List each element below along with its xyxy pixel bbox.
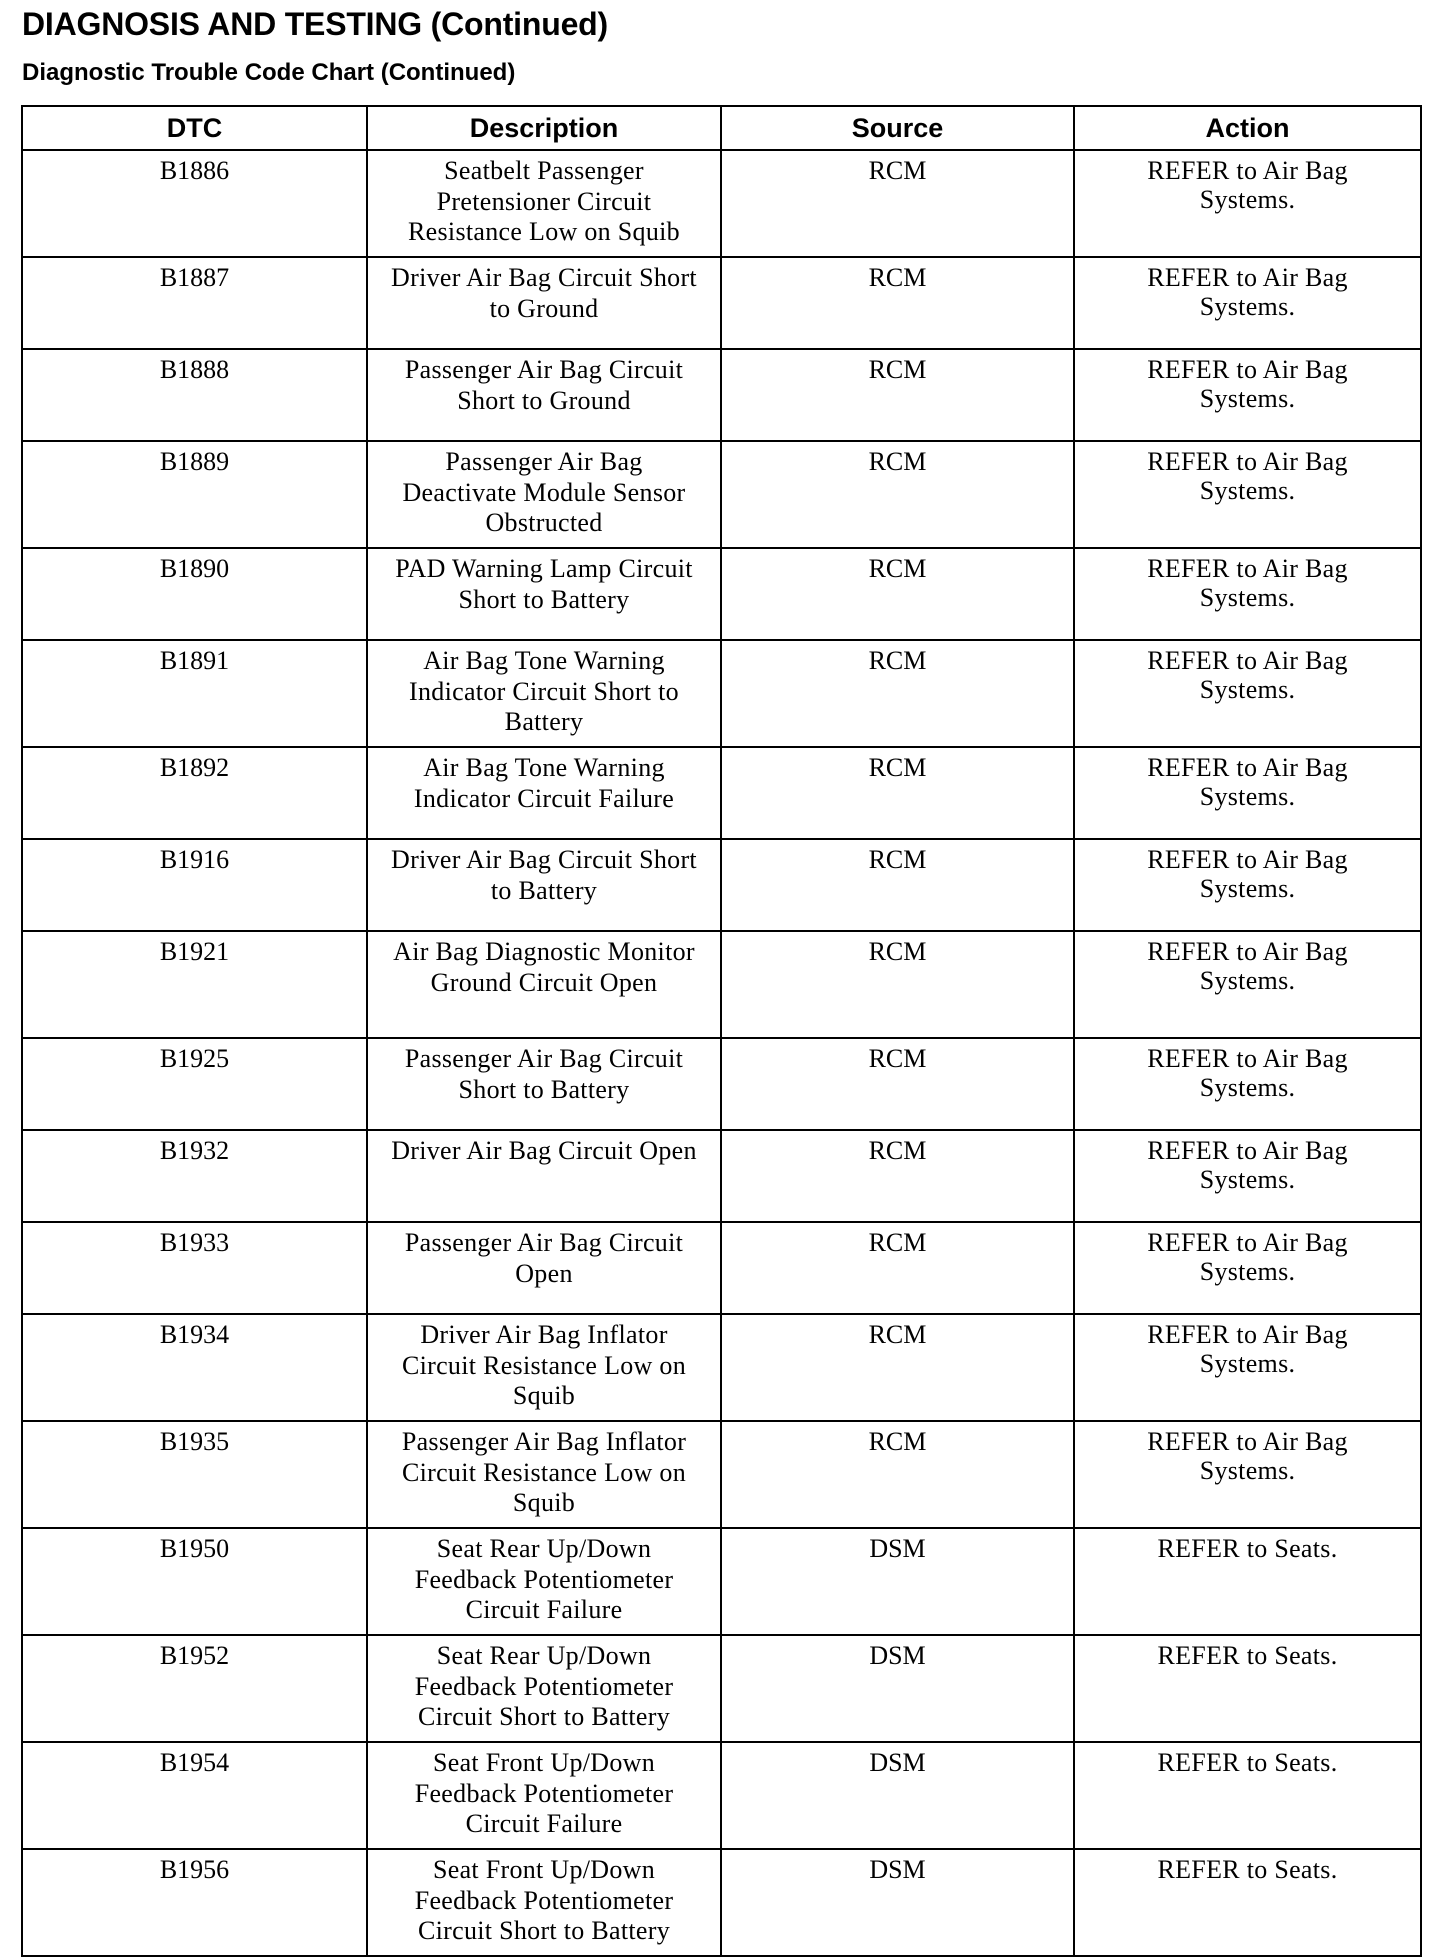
description-cell: Seat Front Up/Down Feedback Potentiometer Circuit Short to Battery — [367, 1849, 721, 1956]
action-cell: REFER to Air Bag Systems. — [1074, 640, 1421, 747]
dtc-code-cell: B1925 — [22, 1038, 367, 1130]
dtc-code-cell: B1889 — [22, 441, 367, 548]
table-row — [22, 1849, 1421, 1956]
description-cell: Air Bag Diagnostic Monitor Ground Circuit Open — [367, 931, 721, 1038]
table-row — [22, 1742, 1421, 1849]
table-row — [22, 931, 1421, 1038]
chart-subtitle: Diagnostic Trouble Code Chart (Continued) — [22, 59, 516, 86]
dtc-code-cell: B1916 — [22, 839, 367, 931]
source-cell: RCM — [721, 349, 1074, 441]
dtc-code-cell: B1888 — [22, 349, 367, 441]
table-row — [22, 1222, 1421, 1314]
description-cell: Seatbelt Passenger Pretensioner Circuit Resistance Low on Squib — [367, 150, 721, 257]
table-row — [22, 150, 1421, 257]
action-cell: REFER to Air Bag Systems. — [1074, 150, 1421, 257]
dtc-code-cell: B1921 — [22, 931, 367, 1038]
description-cell: Passenger Air Bag Deactivate Module Sensor Obstructed — [367, 441, 721, 548]
action-cell: REFER to Air Bag Systems. — [1074, 548, 1421, 640]
dtc-code-cell: B1892 — [22, 747, 367, 839]
table-row — [22, 349, 1421, 441]
action-cell: REFER to Air Bag Systems. — [1074, 1314, 1421, 1421]
source-cell: RCM — [721, 747, 1074, 839]
action-cell: REFER to Air Bag Systems. — [1074, 1421, 1421, 1528]
source-cell: RCM — [721, 640, 1074, 747]
source-cell: DSM — [721, 1528, 1074, 1635]
description-cell: Air Bag Tone Warning Indicator Circuit Failure — [367, 747, 721, 839]
action-cell: REFER to Air Bag Systems. — [1074, 349, 1421, 441]
source-cell: RCM — [721, 1038, 1074, 1130]
description-cell: Driver Air Bag Inflator Circuit Resistance Low on Squib — [367, 1314, 721, 1421]
description-cell: Driver Air Bag Circuit Short to Battery — [367, 839, 721, 931]
header-row — [22, 106, 1421, 150]
source-cell: RCM — [721, 1222, 1074, 1314]
dtc-code-cell: B1954 — [22, 1742, 367, 1849]
table-row — [22, 747, 1421, 839]
description-cell: Driver Air Bag Circuit Short to Ground — [367, 257, 721, 349]
description-cell: Passenger Air Bag Inflator Circuit Resistance Low on Squib — [367, 1421, 721, 1528]
description-cell: PAD Warning Lamp Circuit Short to Battery — [367, 548, 721, 640]
table-row — [22, 1130, 1421, 1222]
action-cell: REFER to Air Bag Systems. — [1074, 1222, 1421, 1314]
dtc-code-cell: B1956 — [22, 1849, 367, 1956]
source-cell: RCM — [721, 548, 1074, 640]
table-row — [22, 1635, 1421, 1742]
action-cell: REFER to Air Bag Systems. — [1074, 931, 1421, 1038]
action-cell: REFER to Seats. — [1074, 1635, 1421, 1742]
table-row — [22, 441, 1421, 548]
source-cell: DSM — [721, 1635, 1074, 1742]
description-cell: Seat Rear Up/Down Feedback Potentiometer Circuit Short to Battery — [367, 1635, 721, 1742]
action-cell: REFER to Seats. — [1074, 1742, 1421, 1849]
dtc-code-cell: B1891 — [22, 640, 367, 747]
column-header-dtc: DTC — [22, 106, 367, 150]
source-cell: RCM — [721, 441, 1074, 548]
table-row — [22, 548, 1421, 640]
dtc-code-cell: B1890 — [22, 548, 367, 640]
table-row — [22, 1314, 1421, 1421]
source-cell: RCM — [721, 1314, 1074, 1421]
dtc-code-cell: B1886 — [22, 150, 367, 257]
action-cell: REFER to Air Bag Systems. — [1074, 747, 1421, 839]
column-header-source: Source — [721, 106, 1074, 150]
source-cell: RCM — [721, 1421, 1074, 1528]
source-cell: DSM — [721, 1742, 1074, 1849]
action-cell: REFER to Air Bag Systems. — [1074, 1130, 1421, 1222]
dtc-table-body — [22, 150, 1421, 1956]
action-cell: REFER to Air Bag Systems. — [1074, 441, 1421, 548]
source-cell: RCM — [721, 1130, 1074, 1222]
action-cell: REFER to Air Bag Systems. — [1074, 1038, 1421, 1130]
description-cell: Passenger Air Bag Circuit Open — [367, 1222, 721, 1314]
source-cell: RCM — [721, 931, 1074, 1038]
column-header-action: Action — [1074, 106, 1421, 150]
description-cell: Seat Front Up/Down Feedback Potentiometer Circuit Failure — [367, 1742, 721, 1849]
dtc-code-cell: B1934 — [22, 1314, 367, 1421]
table-row — [22, 1528, 1421, 1635]
column-header-description: Description — [367, 106, 721, 150]
dtc-table-header — [22, 106, 1421, 150]
source-cell: RCM — [721, 839, 1074, 931]
description-cell: Driver Air Bag Circuit Open — [367, 1130, 721, 1222]
action-cell: REFER to Seats. — [1074, 1528, 1421, 1635]
action-cell: REFER to Air Bag Systems. — [1074, 839, 1421, 931]
action-cell: REFER to Seats. — [1074, 1849, 1421, 1956]
dtc-code-cell: B1952 — [22, 1635, 367, 1742]
table-row — [22, 1421, 1421, 1528]
table-row — [22, 1038, 1421, 1130]
dtc-code-cell: B1950 — [22, 1528, 367, 1635]
table-row — [22, 257, 1421, 349]
action-cell: REFER to Air Bag Systems. — [1074, 257, 1421, 349]
description-cell: Passenger Air Bag Circuit Short to Ground — [367, 349, 721, 441]
source-cell: RCM — [721, 257, 1074, 349]
description-cell: Passenger Air Bag Circuit Short to Battery — [367, 1038, 721, 1130]
dtc-code-cell: B1932 — [22, 1130, 367, 1222]
dtc-code-cell: B1933 — [22, 1222, 367, 1314]
dtc-code-cell: B1887 — [22, 257, 367, 349]
dtc-code-cell: B1935 — [22, 1421, 367, 1528]
description-cell: Seat Rear Up/Down Feedback Potentiometer Circuit Failure — [367, 1528, 721, 1635]
dtc-table — [21, 105, 1422, 1957]
description-cell: Air Bag Tone Warning Indicator Circuit Short to Battery — [367, 640, 721, 747]
table-row — [22, 640, 1421, 747]
page-title: DIAGNOSIS AND TESTING (Continued) — [22, 6, 608, 42]
table-row — [22, 839, 1421, 931]
source-cell: DSM — [721, 1849, 1074, 1956]
source-cell: RCM — [721, 150, 1074, 257]
